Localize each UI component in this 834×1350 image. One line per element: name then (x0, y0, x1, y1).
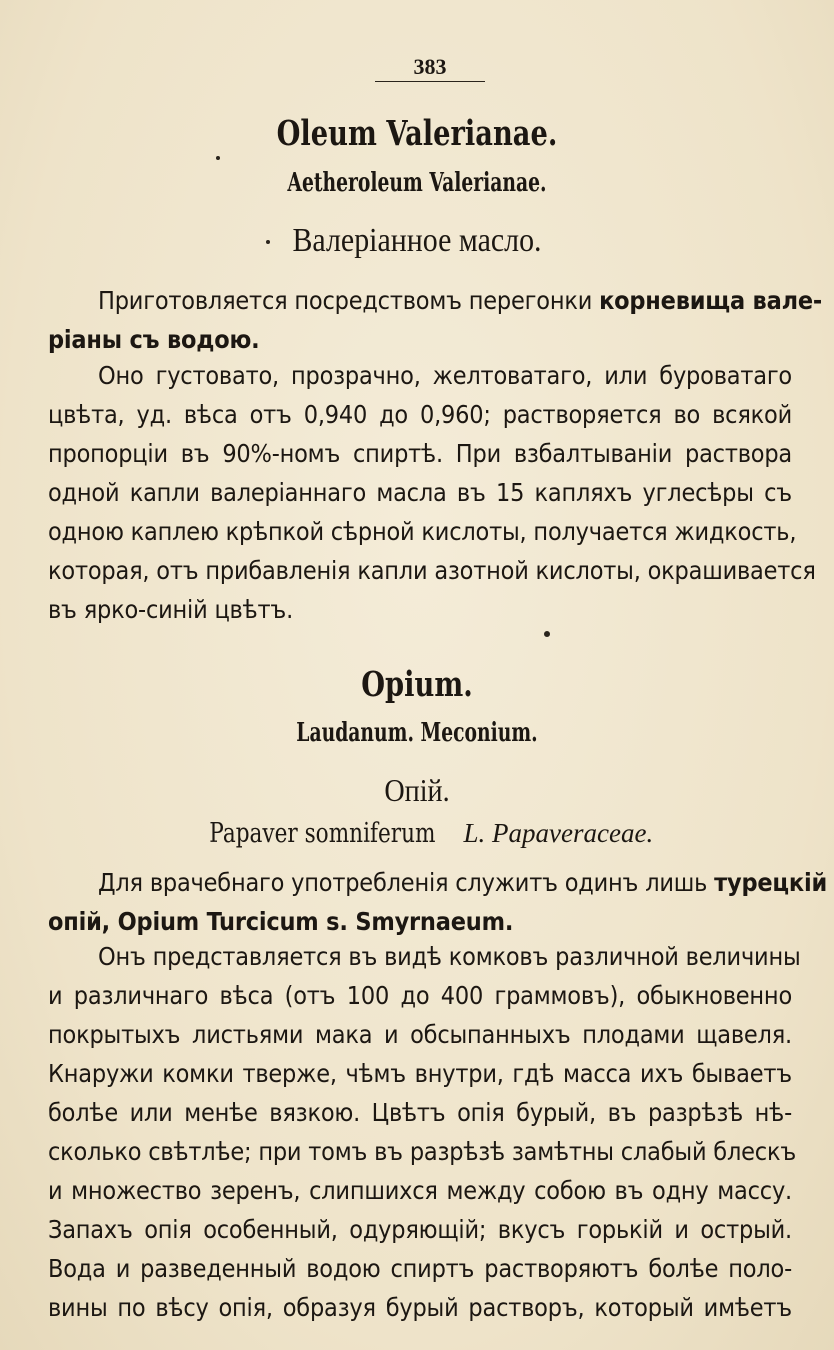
ink-speck (216, 156, 220, 160)
text-line: въ ярко-синій цвѣтъ. (48, 595, 294, 624)
botanical-species: Papaver somniferum (209, 818, 436, 849)
valerian-preparation-paragraph (48, 281, 823, 359)
opium-latin-title: Opium. (361, 664, 473, 705)
text-line: вины по вѣсу опія, образуя бурый растворъ, который имѣетъ (48, 1293, 792, 1322)
opium-usage-paragraph (48, 863, 828, 941)
text-line: опій, Opium Turcicum s. Smyrnaeum. (48, 907, 514, 936)
text-line: Для врачебнаго употребленія служитъ одинъ лишь турецкій (98, 868, 828, 897)
text-line: Запахъ опія особенный, одуряющій; вкусъ горькій и острый. (48, 1215, 792, 1244)
text-line: цвѣта, уд. вѣса отъ 0,940 до 0,960; растворяется во всякой (48, 400, 792, 429)
valerian-latin-title: Oleum Valerianae. (276, 113, 558, 154)
opium-botanical-name (0, 818, 834, 849)
text-line: Приготовляется посредствомъ перегонки корневища вале- (98, 286, 823, 315)
text-line: Оно густовато, прозрачно, желтоватаго, или буроватаго (98, 361, 792, 390)
valerian-russian-title: Валеріанное масло. (292, 222, 542, 259)
text-line: пропорціи въ 90%-номъ спиртѣ. При взбалтываніи раствора (48, 439, 792, 468)
opium-russian-title: Опій. (384, 772, 450, 808)
header-rule (375, 81, 485, 82)
text-line: Вода и разведенный водою спиртъ растворяютъ болѣе поло- (48, 1254, 792, 1283)
page-number: 383 (413, 54, 447, 79)
text-line: болѣе или менѣе вязкою. Цвѣтъ опія бурый, въ разрѣзѣ нѣ- (48, 1098, 792, 1127)
ink-speck (544, 631, 550, 637)
text-line: ріаны съ водою. (48, 325, 260, 354)
opium-latin-synonym: Laudanum. Meconium. (296, 718, 538, 748)
text-line: сколько свѣтлѣе; при томъ въ разрѣзѣ замѣтны слабый блескъ (48, 1137, 797, 1166)
valerian-latin-synonym: Aetheroleum Valerianae. (287, 168, 547, 198)
text-line: одною каплею крѣпкой сѣрной кислоты, получается жидкость, (48, 517, 797, 546)
opium-description-paragraph (48, 937, 801, 1327)
text-line: Онъ представляется въ видѣ комковъ различной величины (98, 942, 801, 971)
text-line: и множество зеренъ, слипшихся между собою въ одну массу. (48, 1176, 792, 1205)
botanical-family: L. Papaveraceae. (463, 818, 654, 848)
text-line: и различнаго вѣса (отъ 100 до 400 граммовъ), обыкновенно (48, 981, 792, 1010)
text-line: покрытыхъ листьями мака и обсыпанныхъ плодами щавеля. (48, 1020, 792, 1049)
valerian-description-paragraph (48, 356, 816, 629)
ink-speck (266, 240, 270, 244)
text-line: Кнаружи комки тверже, чѣмъ внутри, гдѣ масса ихъ бываетъ (48, 1059, 792, 1088)
text-line: одной капли валеріаннаго масла въ 15 капляхъ углесѣры съ (48, 478, 792, 507)
text-line: которая, отъ прибавленія капли азотной кислоты, окрашивается (48, 556, 816, 585)
